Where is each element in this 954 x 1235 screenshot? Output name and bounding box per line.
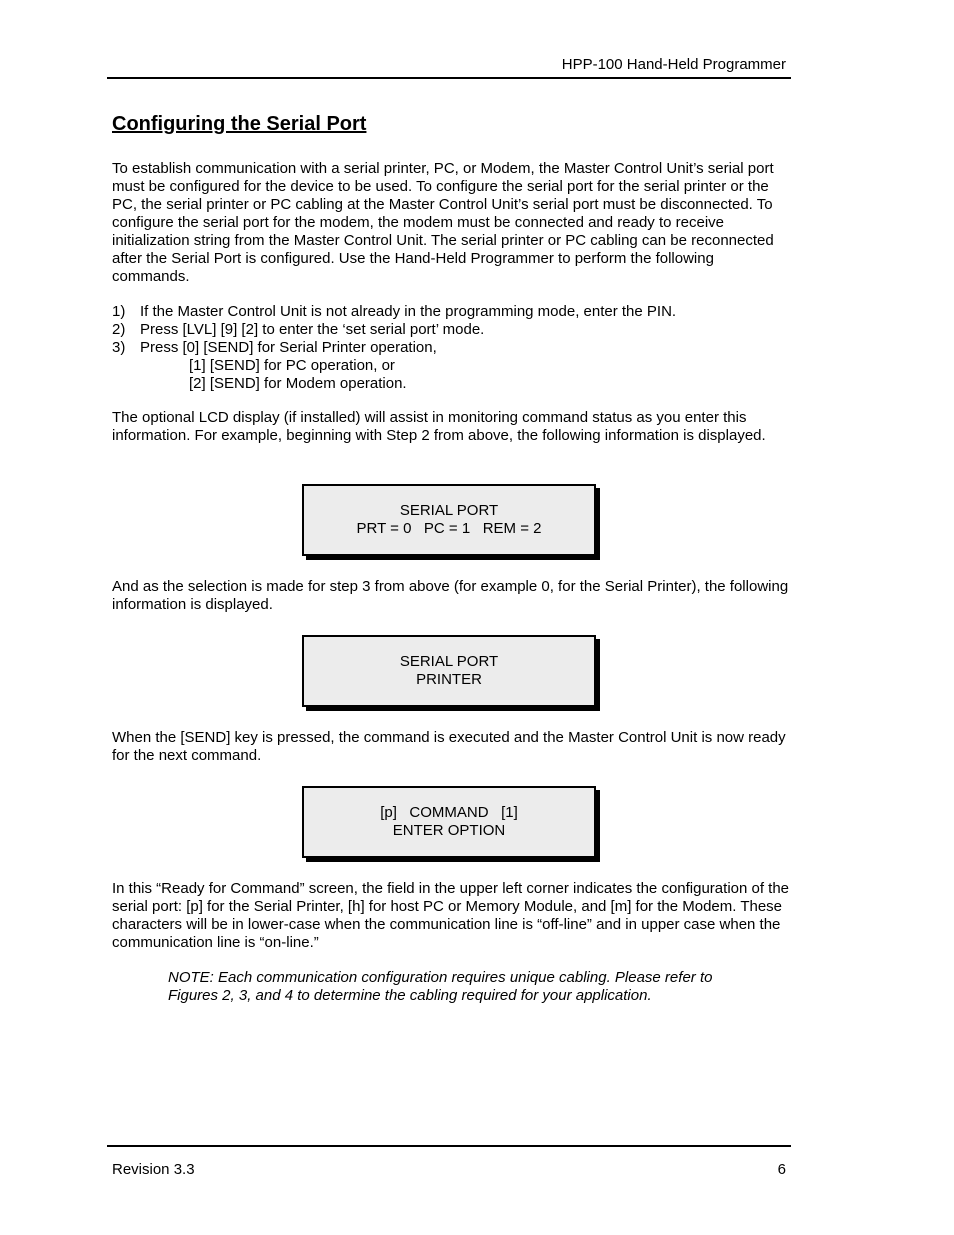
step-text: Press [0] [SEND] for Serial Printer operation, [140,339,437,356]
lcd-display-serial-port-menu [302,484,596,556]
lcd-display-printer [302,635,596,707]
lcd-line-1: SERIAL PORT [399,502,499,519]
intro-paragraph: To establish communication with a serial printer, PC, or Modem, the Master Control Unit’s serial port must be configured for the device to be used. To configure the serial port for the serial printer or the PC, the serial printer or PC cabling at the Master Control Unit’s serial port must be disconnected. To configure the serial port for the modem, the modem must be connected and ready to receive initialization string from the Master Control Unit. The serial printer or PC cabling can be reconnected after the Serial Port is configured. Use the Hand-Held Programmer to perform the following commands. [112,160,774,285]
lcd-display-ready-for-command [302,786,596,858]
lcd-line-1: [p] COMMAND [1] [380,804,518,821]
revision-label: Revision 3.3 [112,1161,195,1178]
lcd-info-paragraph: The optional LCD display (if installed) will assist in monitoring command status as you enter this information. For example, beginning with Step 2 from above, the following information is displayed. [112,409,766,444]
lcd-line-2: PRINTER [416,671,482,688]
list-item [112,321,790,339]
note-text: NOTE: Each communication configuration requires unique cabling. Please refer to Figures 2, 3, and 4 to determine the cabling required for your application. [168,969,713,1004]
step-continuation-line: [2] [SEND] for Modem operation. [189,375,407,392]
step-text: Press [LVL] [9] [2] to enter the ‘set serial port’ mode. [140,321,485,338]
section-title: Configuring the Serial Port [112,113,367,135]
running-header: HPP-100 Hand-Held Programmer [561,56,786,73]
lcd-line-2: PRT = 0 PC = 1 REM = 2 [356,520,542,537]
page-number: 6 [777,1161,786,1178]
header-divider [107,77,791,79]
step-text: If the Master Control Unit is not already in the programming mode, enter the PIN. [140,303,677,320]
lcd-line-2: ENTER OPTION [392,822,506,839]
ready-paragraph: In this “Ready for Command” screen, the field in the upper left corner indicates the configuration of the serial port: [p] for the Serial Printer, [h] for host PC or Memory Module, and [m] for the Modem. These characters will be in lower-case when the communication line is “off-line” and in upper case when the communication line is “on-line.” [112,880,790,951]
step-continuation-line: [1] [SEND] for PC operation, or [189,357,395,374]
steps-list [112,303,790,393]
list-item [112,339,790,357]
list-item [112,303,790,321]
lcd-line-1: SERIAL PORT [399,653,499,670]
step-number: 3) [112,339,126,356]
send-paragraph: When the [SEND] key is pressed, the command is executed and the Master Control Unit is now ready for the next command. [112,729,786,764]
footer-divider [107,1145,791,1147]
step-number: 2) [112,321,126,338]
step-number: 1) [112,303,126,320]
selection-paragraph: And as the selection is made for step 3 from above (for example 0, for the Serial Printer), the following information is displayed. [112,578,789,613]
